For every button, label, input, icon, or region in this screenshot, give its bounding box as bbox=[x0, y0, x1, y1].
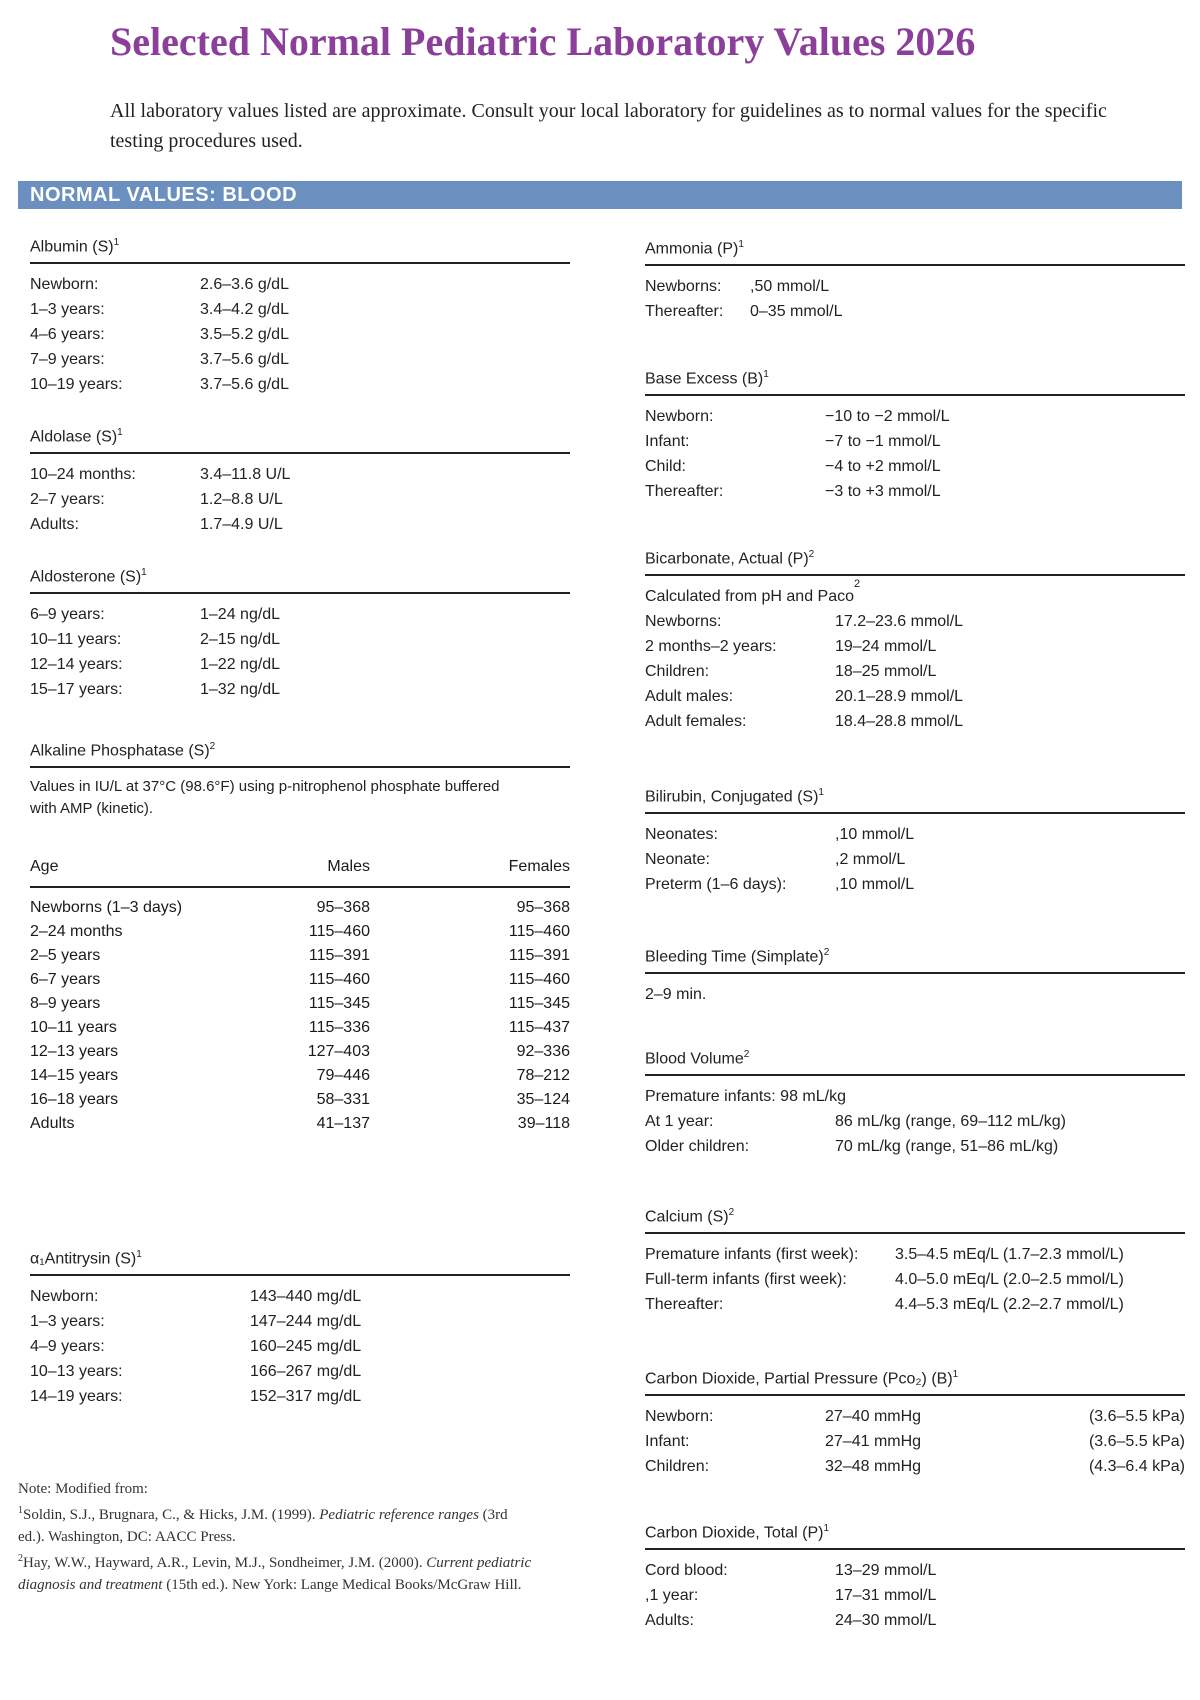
row-label: Neonates: bbox=[645, 826, 718, 843]
section-title: Bicarbonate, Actual $(P)^2$ bbox=[645, 549, 815, 568]
row-value: 18.4–28.8 mmol/L bbox=[835, 713, 964, 730]
section-rule bbox=[645, 1394, 1185, 1396]
row-label: 1–3 years: bbox=[30, 1313, 105, 1330]
males-cell: 58–331 bbox=[316, 1091, 370, 1108]
row-value: 3.4–4.2 g/dL bbox=[200, 301, 289, 318]
females-cell: 115–460 bbox=[508, 923, 570, 940]
page-title: Selected Normal Pediatric Laboratory Values 2026 bbox=[110, 19, 976, 64]
row-label: 10–11 years: bbox=[30, 631, 122, 648]
row-label: Preterm (1–6 days): bbox=[645, 876, 787, 893]
row-value: 166–267 mg/dL bbox=[250, 1363, 362, 1380]
table-row bbox=[30, 1112, 570, 1136]
females-cell: 115–437 bbox=[508, 1019, 570, 1036]
section-title: Carbon Dioxide, Total $(P)^1$ bbox=[645, 1523, 830, 1542]
value-row bbox=[30, 677, 570, 702]
age-cell: 8–9 years bbox=[30, 995, 101, 1012]
row-label: Older children: bbox=[645, 1138, 750, 1155]
value-row bbox=[645, 609, 1185, 634]
bilirubin-section bbox=[645, 780, 1185, 897]
row-value: 160–245 mg/dL bbox=[250, 1338, 362, 1355]
row-label: At 1 year: bbox=[645, 1113, 714, 1130]
section-rule bbox=[30, 886, 570, 888]
row-value: 86 mL/kg (range, 69–112 mL/kg) bbox=[835, 1113, 1066, 1130]
value-row bbox=[645, 634, 1185, 659]
value-row bbox=[645, 709, 1185, 734]
section-rule bbox=[30, 262, 570, 264]
row-value: 70 mL/kg (range, 51–86 mL/kg) bbox=[835, 1138, 1059, 1155]
males-cell: 115–391 bbox=[308, 947, 370, 964]
footnote-ref-2: $^2$Hay, W.W., Hayward, A.R., Levin, M.J., Sondheimer, J.M. (2000). Current pediatric diagnosis and treatment (15th ed.). New York: Lange Medical Books/McGraw Hill. bbox=[18, 1553, 532, 1593]
value-row bbox=[645, 1084, 1185, 1109]
section-title: α₁Antitrysin $(S)^1$ bbox=[30, 1249, 142, 1268]
row-value: 27–41 mmHg bbox=[825, 1433, 922, 1450]
row-label: Adults: bbox=[645, 1612, 694, 1629]
row-label: 1–3 years: bbox=[30, 301, 105, 318]
row-label: Adult females: bbox=[645, 713, 747, 730]
row-value: 3.7–5.6 g/dL bbox=[200, 376, 289, 393]
co2-total-section bbox=[645, 1516, 1185, 1633]
row-label: 14–19 years: bbox=[30, 1388, 123, 1405]
row-value: 3.5–5.2 g/dL bbox=[200, 326, 289, 343]
row-label: Newborns: bbox=[645, 278, 722, 295]
row-value: 3.5–4.5 mEq/L (1.7–2.3 mmol/L) bbox=[895, 1246, 1124, 1263]
footnote-ref-1: $^1$Soldin, S.J., Brugnara, C., & Hicks, J.M. (1999). Pediatric reference ranges (3rd ed.). Washington, DC: AACC Press. bbox=[18, 1505, 508, 1545]
value-row bbox=[645, 404, 1185, 429]
value-row bbox=[645, 872, 1185, 897]
row-label: 4–6 years: bbox=[30, 326, 105, 343]
row-label: Newborn: bbox=[30, 276, 99, 293]
base-excess-section bbox=[645, 362, 1185, 504]
section-rule bbox=[30, 452, 570, 454]
row-label: Infant: bbox=[645, 1433, 690, 1450]
value-row bbox=[645, 684, 1185, 709]
value-row bbox=[30, 487, 570, 512]
alk-table-body bbox=[30, 896, 570, 1136]
value-row bbox=[645, 982, 1185, 1007]
value-row bbox=[645, 1109, 1185, 1134]
blood-volume-section bbox=[645, 1042, 1185, 1159]
alk-note: Values in IU/L at 37°C (98.6°F) using p-nitrophenol phosphate buffered with AMP (kinetic). bbox=[30, 778, 500, 817]
row-value: 147–244 mg/dL bbox=[250, 1313, 362, 1330]
table-row bbox=[30, 1040, 570, 1064]
value-row bbox=[30, 1309, 570, 1334]
alk-table-header bbox=[30, 854, 570, 880]
section-title: Calcium $(S)^2$ bbox=[645, 1207, 735, 1226]
row-value: 17.2–23.6 mmol/L bbox=[835, 613, 964, 630]
section-rule bbox=[645, 1074, 1185, 1076]
table-row bbox=[30, 1016, 570, 1040]
section-title: Aldolase $(S)^1$ bbox=[30, 427, 123, 446]
females-cell: 95–368 bbox=[516, 899, 570, 916]
females-cell: 115–460 bbox=[508, 971, 570, 988]
males-cell: 95–368 bbox=[316, 899, 370, 916]
value-row bbox=[30, 462, 570, 487]
females-cell: 39–118 bbox=[517, 1115, 570, 1132]
value-row bbox=[30, 652, 570, 677]
row-label: Adults: bbox=[30, 516, 79, 533]
row-value: 1–24 ng/dL bbox=[200, 606, 281, 623]
row-value: 19–24 mmol/L bbox=[835, 638, 937, 655]
females-cell: 115–391 bbox=[508, 947, 570, 964]
age-cell: 12–13 years bbox=[30, 1043, 119, 1060]
row-value: 143–440 mg/dL bbox=[250, 1288, 362, 1305]
section-title: Albumin $(S)^1$ bbox=[30, 237, 120, 256]
row-value: 1–32 ng/dL bbox=[200, 681, 281, 698]
table-row bbox=[30, 992, 570, 1016]
row-value: ,2 mmol/L bbox=[835, 851, 906, 868]
row-label: 4–9 years: bbox=[30, 1338, 105, 1355]
females-cell: 35–124 bbox=[516, 1091, 570, 1108]
males-cell: 79–446 bbox=[316, 1067, 370, 1084]
males-cell: 115–345 bbox=[308, 995, 370, 1012]
value-row bbox=[30, 297, 570, 322]
row-label: 15–17 years: bbox=[30, 681, 123, 698]
value-row bbox=[645, 274, 1185, 299]
section-rule bbox=[645, 264, 1185, 266]
section-rule bbox=[645, 972, 1185, 974]
females-cell: 92–336 bbox=[516, 1043, 570, 1060]
row-label: Children: bbox=[645, 663, 710, 680]
section-rule bbox=[645, 574, 1185, 576]
row-value: 4.0–5.0 mEq/L (2.0–2.5 mmol/L) bbox=[895, 1271, 1124, 1288]
row-label: Newborn: bbox=[30, 1288, 99, 1305]
row-value: −10 to −2 mmol/L bbox=[825, 408, 950, 425]
ammonia-section bbox=[645, 232, 1185, 324]
footnotes bbox=[18, 1478, 538, 1596]
row-label: Adult males: bbox=[645, 688, 734, 705]
row-value: 32–48 mmHg bbox=[825, 1458, 922, 1475]
row-label: Premature infants (first week): bbox=[645, 1246, 859, 1263]
age-cell: 10–11 years bbox=[30, 1019, 117, 1036]
row-label: 2–9 min. bbox=[645, 986, 707, 1003]
row-value: 13–29 mmol/L bbox=[835, 1562, 937, 1579]
row-label: Child: bbox=[645, 458, 686, 475]
age-cell: 6–7 years bbox=[30, 971, 101, 988]
value-row bbox=[30, 322, 570, 347]
table-row bbox=[30, 968, 570, 992]
value-row bbox=[645, 1608, 1185, 1633]
co2-partial-section bbox=[645, 1362, 1185, 1479]
table-row bbox=[30, 1088, 570, 1112]
table-row bbox=[30, 920, 570, 944]
row-value: 2–15 ng/dL bbox=[200, 631, 281, 648]
value-row bbox=[30, 1284, 570, 1309]
value-row bbox=[645, 1454, 1185, 1479]
row-value: −7 to −1 mmol/L bbox=[825, 433, 941, 450]
value-row bbox=[30, 627, 570, 652]
age-cell: Adults bbox=[30, 1115, 75, 1132]
value-row bbox=[30, 1359, 570, 1384]
section-rule bbox=[645, 812, 1185, 814]
row-label: ,1 year: bbox=[645, 1587, 699, 1604]
value-row bbox=[30, 512, 570, 537]
section-title: Base Excess $(B)^1$ bbox=[645, 369, 769, 388]
section-title: Ammonia $(P)^1$ bbox=[645, 239, 744, 258]
row-label: 12–14 years: bbox=[30, 656, 123, 673]
aldosterone-section bbox=[30, 560, 570, 702]
age-cell: 2–24 months bbox=[30, 923, 123, 940]
row-label: 10–24 months: bbox=[30, 466, 136, 483]
row-label: Premature infants: 98 mL/kg bbox=[645, 1088, 846, 1105]
aldolase-section bbox=[30, 420, 570, 537]
value-row bbox=[30, 272, 570, 297]
males-cell: 115–336 bbox=[308, 1019, 370, 1036]
section-banner: NORMAL VALUES: BLOOD bbox=[18, 181, 1182, 209]
value-row bbox=[30, 347, 570, 372]
age-cell: 16–18 years bbox=[30, 1091, 119, 1108]
bicarbonate-section bbox=[645, 542, 1185, 734]
row-value: ,10 mmol/L bbox=[835, 876, 915, 893]
section-title: Aldosterone $(S)^1$ bbox=[30, 567, 147, 586]
row-label: Children: bbox=[645, 1458, 710, 1475]
value-row bbox=[645, 1292, 1185, 1317]
row-value: 2.6–3.6 g/dL bbox=[200, 276, 289, 293]
row-value: −4 to +2 mmol/L bbox=[825, 458, 941, 475]
females-cell: 115–345 bbox=[508, 995, 570, 1012]
row-label: Full-term infants (first week): bbox=[645, 1271, 847, 1288]
section-title: Carbon Dioxide, Partial Pressure (Pco₂) $(B)^1$ bbox=[645, 1369, 959, 1388]
value-row bbox=[645, 299, 1185, 324]
section-title: Alkaline Phosphatase $(S)^2$ bbox=[30, 741, 216, 760]
row-value: 1.7–4.9 U/L bbox=[200, 516, 283, 533]
value-row bbox=[645, 1583, 1185, 1608]
row-value: 1.2–8.8 U/L bbox=[200, 491, 283, 508]
row-label: 2–7 years: bbox=[30, 491, 105, 508]
row-value: 152–317 mg/dL bbox=[250, 1388, 362, 1405]
value-row bbox=[645, 1558, 1185, 1583]
value-row bbox=[645, 479, 1185, 504]
value-row bbox=[645, 1134, 1185, 1159]
value-row bbox=[645, 1429, 1185, 1454]
section-rule bbox=[30, 1274, 570, 1276]
table-row bbox=[30, 944, 570, 968]
row-label: 2 months–2 years: bbox=[645, 638, 777, 655]
row-label: Cord blood: bbox=[645, 1562, 728, 1579]
section-title: Bilirubin, Conjugated $(S)^1$ bbox=[645, 787, 824, 806]
section-rule bbox=[30, 592, 570, 594]
row-value: 24–30 mmol/L bbox=[835, 1612, 937, 1629]
row-label: Thereafter: bbox=[645, 1296, 724, 1313]
value-row bbox=[30, 1384, 570, 1409]
row-value: 20.1–28.9 mmol/L bbox=[835, 688, 964, 705]
value-row bbox=[645, 659, 1185, 684]
header-females: Females bbox=[508, 858, 570, 875]
row-value: ,10 mmol/L bbox=[835, 826, 915, 843]
row-value-si: (4.3–6.4 kPa) bbox=[1088, 1458, 1185, 1475]
row-label: 7–9 years: bbox=[30, 351, 105, 368]
row-label: 6–9 years: bbox=[30, 606, 105, 623]
females-cell: 78–212 bbox=[516, 1067, 570, 1084]
value-row bbox=[645, 1404, 1185, 1429]
row-value: 0–35 mmol/L bbox=[750, 303, 843, 320]
males-cell: 127–403 bbox=[307, 1043, 370, 1060]
intro-text: All laboratory values listed are approximate. Consult your local laboratory for guidelines as to normal values for the specific testing procedures used. bbox=[110, 100, 1107, 152]
age-cell: 2–5 years bbox=[30, 947, 101, 964]
section-rule bbox=[645, 394, 1185, 396]
row-value: 1–22 ng/dL bbox=[200, 656, 281, 673]
age-cell: Newborns (1–3 days) bbox=[30, 899, 183, 916]
row-value-si: (3.6–5.5 kPa) bbox=[1088, 1433, 1185, 1450]
males-cell: 115–460 bbox=[308, 923, 370, 940]
row-value: 18–25 mmol/L bbox=[835, 663, 937, 680]
row-label: Newborns: bbox=[645, 613, 722, 630]
calcium-section bbox=[645, 1200, 1185, 1317]
row-value-si: (3.6–5.5 kPa) bbox=[1088, 1408, 1185, 1425]
row-label: Newborn: bbox=[645, 1408, 714, 1425]
value-row bbox=[645, 454, 1185, 479]
row-value: 4.4–5.3 mEq/L (2.2–2.7 mmol/L) bbox=[895, 1296, 1124, 1313]
table-row bbox=[30, 1064, 570, 1088]
row-value: 27–40 mmHg bbox=[825, 1408, 922, 1425]
row-label: 10–19 years: bbox=[30, 376, 123, 393]
section-rule bbox=[645, 1548, 1185, 1550]
antitrypsin-section bbox=[30, 1242, 570, 1409]
row-value: ,50 mmol/L bbox=[750, 278, 830, 295]
row-label: Thereafter: bbox=[645, 483, 724, 500]
males-cell: 41–137 bbox=[316, 1115, 370, 1132]
bleeding-time-section bbox=[645, 940, 1185, 1007]
row-value: 3.4–11.8 U/L bbox=[200, 466, 291, 483]
bicarb-rows bbox=[645, 609, 1185, 734]
value-row bbox=[645, 1267, 1185, 1292]
section-rule bbox=[645, 1232, 1185, 1234]
value-row bbox=[30, 602, 570, 627]
row-label: Newborn: bbox=[645, 408, 714, 425]
row-value: 3.7–5.6 g/dL bbox=[200, 351, 289, 368]
section-title: Bleeding Time (Simplate)$^2$ bbox=[645, 947, 830, 966]
row-value: 17–31 mmol/L bbox=[835, 1587, 937, 1604]
value-row bbox=[645, 847, 1185, 872]
value-row bbox=[645, 429, 1185, 454]
row-label: Neonate: bbox=[645, 851, 710, 868]
header-males: Males bbox=[327, 858, 370, 875]
row-label: Thereafter: bbox=[645, 303, 724, 320]
albumin-section bbox=[30, 230, 570, 397]
section-title: Blood Volume$^2$ bbox=[645, 1049, 750, 1068]
row-value: −3 to +3 mmol/L bbox=[825, 483, 941, 500]
value-row bbox=[645, 822, 1185, 847]
table-row bbox=[30, 896, 570, 920]
footnote-label: Note: Modified from: bbox=[18, 1481, 148, 1497]
row-label: 10–13 years: bbox=[30, 1363, 123, 1380]
males-cell: 115–460 bbox=[308, 971, 370, 988]
value-row bbox=[30, 372, 570, 397]
bicarb-note: Calculated from pH and Paco 2 bbox=[645, 578, 861, 605]
value-row bbox=[645, 1242, 1185, 1267]
row-label: Infant: bbox=[645, 433, 690, 450]
alkaline-phosphatase-section bbox=[30, 734, 570, 1136]
section-rule bbox=[30, 766, 570, 768]
value-row bbox=[30, 1334, 570, 1359]
age-cell: 14–15 years bbox=[30, 1067, 119, 1084]
header-age: Age bbox=[30, 858, 59, 875]
